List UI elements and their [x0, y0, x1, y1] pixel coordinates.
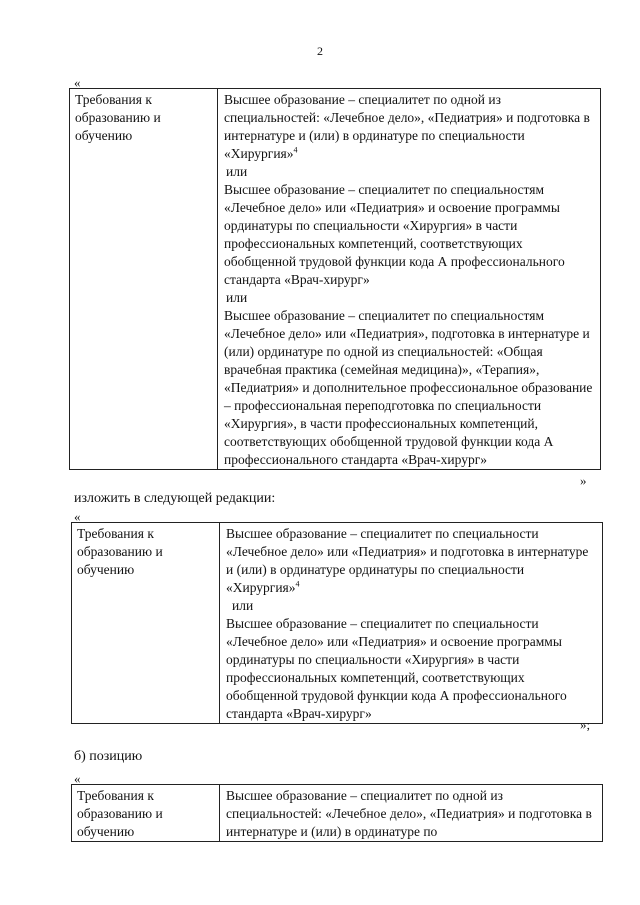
page-number: 2	[317, 44, 323, 58]
requirements-label-cell	[70, 89, 218, 470]
table-row	[72, 785, 603, 842]
requirement-option-3: Высшее образование – специалитет по специальностям «Лечебное дело» или «Педиатрия», подготовка в интернатуре и (или) ординатуре по одной из специальностей: «Общая врачебная практика (семейная медицина)», «Терапия», «Педиатрия» и дополнительное профессиональное образование – профессиональная переподготовка по специальности «Хирургия», в части профессиональных компетенций, соответствующих обобщенной трудовой функции кода А профессионального стандарта «Врач-хирург»	[224, 308, 593, 467]
requirement-option-1: Высшее образование – специалитет по одной из специальностей: «Лечебное дело», «Педиатрия» и подготовка в интернатуре и (или) в ординатуре по	[226, 788, 592, 839]
requirements-value-cell	[220, 523, 603, 724]
footnote-ref: 4	[295, 579, 300, 589]
requirements-label: Требования к образованию и обучению	[77, 526, 163, 577]
close-quote-2: »;	[580, 717, 591, 732]
requirements-label-cell	[72, 785, 220, 842]
requirement-option-1: Высшее образование – специалитет по одной из специальностей: «Лечебное дело», «Педиатрия» и подготовка в интернатуре и (или) в ординатуре по специальности «Хирургия»	[224, 92, 590, 161]
open-quote-2: «	[74, 509, 81, 524]
table-row	[72, 523, 603, 724]
requirements-label-cell	[72, 523, 220, 724]
instruction-text: изложить в следующей редакции:	[74, 491, 276, 506]
open-quote-3: «	[74, 771, 81, 786]
requirements-table-current	[69, 88, 601, 470]
close-quote-1: »	[580, 473, 587, 488]
requirements-label: Требования к образованию и обучению	[75, 92, 161, 143]
or-separator: или	[226, 290, 248, 305]
requirement-option-2: Высшее образование – специалитет по специальности «Лечебное дело» или «Педиатрия» и освоение программы ординатуры по специальности «Хирургия» в части профессиональных компетенций, соответствующих обобщенной трудовой функции кода А профессионального стандарта «Врач-хирург»	[226, 616, 567, 721]
requirements-value-cell	[220, 785, 603, 842]
or-separator: или	[226, 164, 248, 179]
or-separator: или	[232, 598, 254, 613]
section-b-text: б) позицию	[74, 749, 143, 764]
requirement-option-2: Высшее образование – специалитет по специальностям «Лечебное дело» или «Педиатрия» и освоение программы ординатуры по специальности «Хирургия» в части профессиональных компетенций, соответствующих обобщенной трудовой функции кода А профессионального стандарта «Врач-хирург»	[224, 182, 565, 287]
requirements-value-cell	[218, 89, 601, 470]
requirement-option-1: Высшее образование – специалитет по специальности «Лечебное дело» или «Педиатрия» и подготовка в интернатуре и (или) в ординатуре ординатуры по специальности «Хирургия»	[226, 526, 589, 595]
requirements-table-position	[71, 784, 603, 842]
requirements-table-new	[71, 522, 603, 724]
footnote-ref: 4	[293, 145, 298, 155]
requirements-label: Требования к образованию и обучению	[77, 788, 163, 839]
table-row	[70, 89, 601, 470]
open-quote-1: «	[74, 75, 81, 90]
